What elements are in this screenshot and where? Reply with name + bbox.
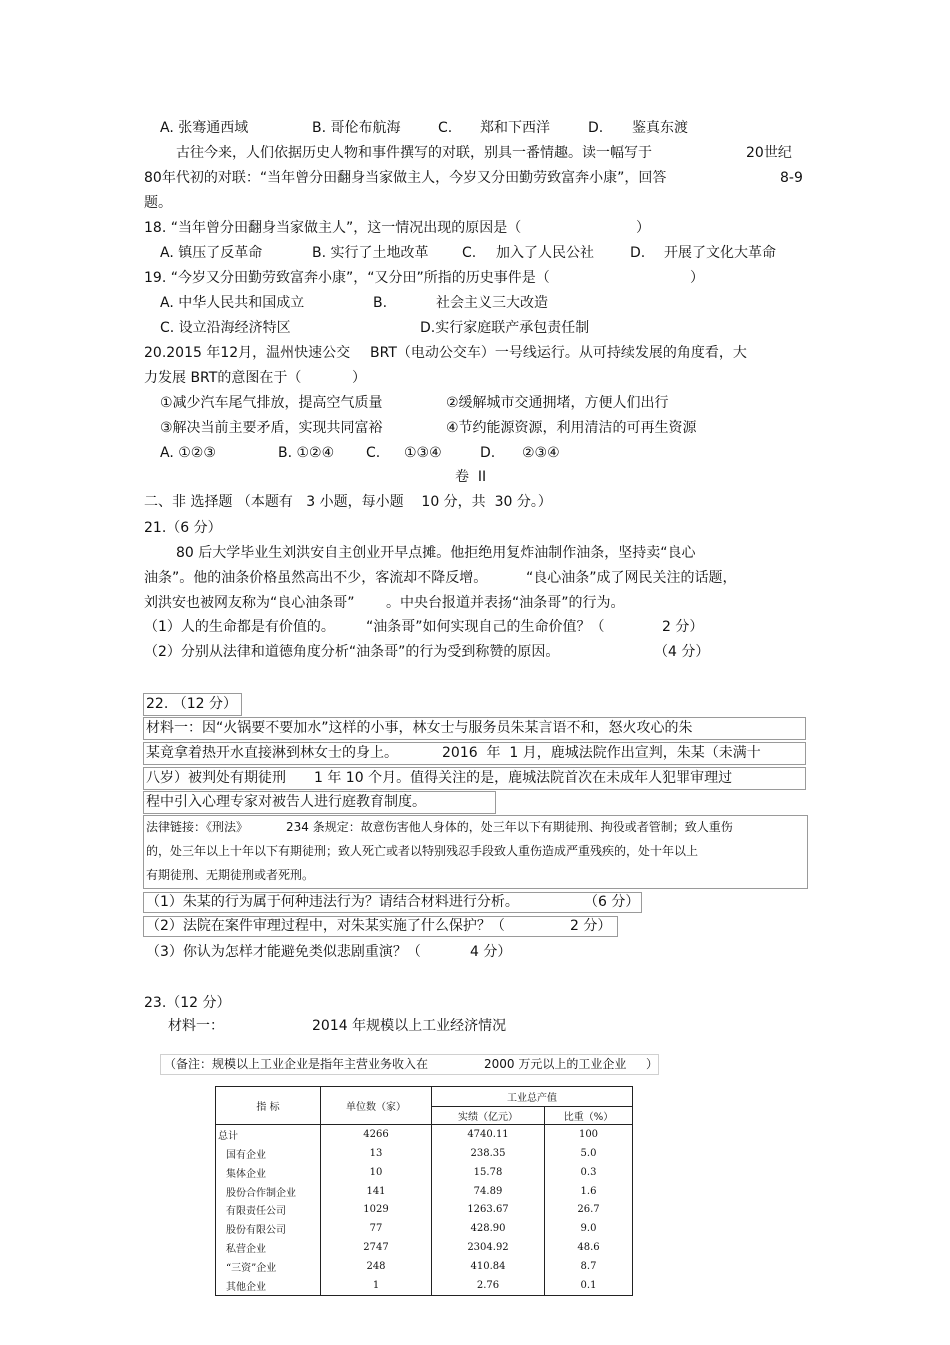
col-units: 单位数（家）	[321, 1087, 432, 1125]
q22-material-line-3-b: 1 年 10 个月。值得关注的是，鹿城法院首次在未成年人犯罪审理过	[314, 770, 733, 786]
table-row	[216, 1182, 633, 1201]
q22-law-line-3: 有期徒刑、无期徒刑或者死刑。	[146, 868, 315, 882]
row-units: 2747	[321, 1238, 432, 1257]
intro-line-2: 80年代初的对联：“当年曾分田翻身当家做主人，今岁又分田勤劳致富奔小康”，回答	[144, 170, 667, 186]
row-name: 其他企业	[216, 1276, 321, 1296]
q20-statement-2: ②缓解城市交通拥堵，方便人们出行	[446, 395, 669, 411]
q18-option-a: A. 镇压了反革命	[160, 245, 263, 261]
q23-material-label: 材料一：	[168, 1018, 224, 1034]
section-heading: 二、非 选择题 （本题有 3 小题，每小题 10 分，共 30 分。）	[144, 494, 552, 510]
row-name: 总计	[216, 1125, 321, 1144]
q21-para-line-2-b: “良心油条”成了网民关注的话题，	[526, 570, 737, 586]
table-row	[216, 1238, 633, 1257]
intro-line-2-end: 8-9	[780, 170, 803, 186]
row-name: 国有企业	[216, 1144, 321, 1163]
section-title: 卷 II	[455, 469, 487, 485]
q20-option-b: B. ①②④	[278, 445, 335, 461]
col-indicator: 指 标	[216, 1087, 321, 1125]
row-name: 集体企业	[216, 1163, 321, 1182]
q19-option-b-text: 社会主义三大改造	[436, 295, 548, 311]
q21-para-line-3: 刘洪安也被网友称为“良心油条哥”	[144, 595, 355, 611]
q22-law-line-1-b: 234 条规定：故意伤害他人身体的，处三年以下有期徒刑、拘役或者管制；致人重伤	[286, 820, 733, 834]
q21-question-1: （1）人的生命都是有价值的。	[144, 619, 335, 635]
q20-option-a: A. ①②③	[160, 445, 216, 461]
table-row	[216, 1257, 633, 1276]
row-units: 77	[321, 1219, 432, 1238]
q19-option-b-label: B.	[373, 295, 388, 311]
row-output: 4740.11	[432, 1125, 545, 1144]
q21-question-2-points: （4 分）	[654, 644, 710, 660]
col-output: 实绩（亿元）	[432, 1107, 545, 1125]
q22-material-line-2-b: 2016 年 1 月，鹿城法院作出宣判，朱某（未满十	[442, 745, 761, 761]
q21-para-line-2: 油条”。他的油条价格虽然高出不少，客流却不降反增。	[144, 570, 488, 586]
q20-option-c-text: ①③④	[404, 445, 442, 461]
table-row	[216, 1276, 633, 1296]
row-share: 5.0	[545, 1144, 633, 1163]
q17-option-c-text: 郑和下西洋	[480, 120, 550, 136]
q22-law-line-2: 的，处三年以上十年以下有期徒刑；致人死亡或者以特别残忍手段致人重伤造成严重残疾的，处十年以上	[146, 844, 699, 858]
row-name: 股份有限公司	[216, 1219, 321, 1238]
row-name: “三资”企业	[216, 1257, 321, 1276]
q20-option-c-label: C.	[366, 445, 381, 461]
q23-note-end: ）	[646, 1057, 659, 1071]
row-name: 有限责任公司	[216, 1201, 321, 1220]
q20-stem-1-b: BRT（电动公交车）一号线运行。从可持续发展的角度看，大	[370, 345, 747, 361]
row-units: 1	[321, 1276, 432, 1296]
row-output: 1263.67	[432, 1201, 545, 1220]
row-units: 10	[321, 1163, 432, 1182]
q19-option-c: C. 设立沿海经济特区	[160, 320, 291, 336]
q22-material-line-2: 某竟拿着热开水直接淋到林女士的身上。	[146, 745, 398, 761]
row-share: 26.7	[545, 1201, 633, 1220]
q23-table-title: 2014 年规模以上工业经济情况	[312, 1018, 507, 1034]
intro-line-3: 题。	[144, 195, 172, 211]
industry-stats-table	[215, 1086, 633, 1296]
q18-option-c-label: C.	[462, 245, 477, 261]
q22-question-3: （3）你认为怎样才能避免类似悲剧重演？（	[146, 944, 421, 960]
q22-material-line-1: 材料一：因“火锅要不要加水”这样的小事，林女士与服务员朱某言语不和，怒火攻心的朱	[146, 720, 693, 736]
q22-law-line-1: 法律链接：《刑法》	[146, 820, 249, 834]
row-output: 410.84	[432, 1257, 545, 1276]
q17-option-d-label: D.	[588, 120, 604, 136]
row-units: 248	[321, 1257, 432, 1276]
row-units: 4266	[321, 1125, 432, 1144]
row-output: 2304.92	[432, 1238, 545, 1257]
row-units: 1029	[321, 1201, 432, 1220]
row-output: 428.90	[432, 1219, 545, 1238]
row-share: 8.7	[545, 1257, 633, 1276]
q21-number: 21.（6 分）	[144, 520, 222, 536]
row-output: 74.89	[432, 1182, 545, 1201]
q17-option-a: A. 张骞通西域	[160, 120, 249, 136]
q20-statement-4: ④节约能源资源，利用清洁的可再生资源	[446, 420, 697, 436]
col-group-output: 工业总产值	[432, 1087, 633, 1107]
q21-para-line-1: 80 后大学毕业生刘洪安自主创业开早点摊。他拒绝用复炸油制作油条，坚持卖“良心	[176, 545, 696, 561]
intro-line-1: 古往今来，人们依据历史人物和事件撰写的对联，别具一番情趣。读一幅写于	[176, 145, 652, 161]
row-output: 2.76	[432, 1276, 545, 1296]
q17-option-d-text: 鉴真东渡	[632, 120, 688, 136]
q18-stem: 18. “当年曾分田翻身当家做主人”，这一情况出现的原因是（	[144, 220, 522, 236]
row-units: 13	[321, 1144, 432, 1163]
q22-material-line-4: 程中引入心理专家对被告人进行庭教育制度。	[146, 794, 426, 810]
row-output: 15.78	[432, 1163, 545, 1182]
q18-option-b: B. 实行了土地改革	[312, 245, 429, 261]
q19-option-a: A. 中华人民共和国成立	[160, 295, 305, 311]
q17-option-b: B. 哥伦布航海	[312, 120, 401, 136]
q22-question-3-points: 4 分）	[470, 944, 512, 960]
q19-stem: 19. “今岁又分田勤劳致富奔小康”，“又分田”所指的历史事件是（	[144, 270, 550, 286]
q22-question-2: （2）法院在案件审理过程中，对朱某实施了什么保护？（	[146, 918, 505, 934]
q20-option-d-label: D.	[480, 445, 496, 461]
q18-option-d-label: D.	[630, 245, 646, 261]
col-share: 比重（%）	[545, 1107, 633, 1125]
row-share: 9.0	[545, 1219, 633, 1238]
q20-stem-1: 20.2015 年12月，温州快速公交	[144, 345, 351, 361]
q19-stem-end: ）	[690, 270, 704, 286]
intro-line-1-end: 20世纪	[746, 145, 792, 161]
q23-note: （备注：规模以上工业企业是指年主营业务收入在	[164, 1057, 429, 1071]
q21-question-1-points: 2 分）	[662, 619, 704, 635]
q20-stem-2-end: ）	[352, 370, 366, 386]
table-row	[216, 1163, 633, 1182]
q18-option-c-text: 加入了人民公社	[496, 245, 594, 261]
row-share: 1.6	[545, 1182, 633, 1201]
q22-material-line-3: 八岁）被判处有期徒刑	[146, 770, 286, 786]
row-share: 0.3	[545, 1163, 633, 1182]
q23-note-b: 2000 万元以上的工业企业	[484, 1057, 627, 1071]
q20-stem-2: 力发展 BRT的意图在于（	[144, 370, 302, 386]
row-name: 股份合作制企业	[216, 1182, 321, 1201]
q21-question-1-b: “油条哥”如何实现自己的生命价值？（	[366, 619, 605, 635]
row-units: 141	[321, 1182, 432, 1201]
row-share: 48.6	[545, 1238, 633, 1257]
q22-question-1-points: （6 分）	[584, 894, 640, 910]
q22-question-2-points: 2 分）	[570, 918, 612, 934]
table-row	[216, 1201, 633, 1220]
q23-number: 23.（12 分）	[144, 995, 231, 1011]
row-output: 238.35	[432, 1144, 545, 1163]
q20-statement-3: ③解决当前主要矛盾，实现共同富裕	[160, 420, 383, 436]
q22-question-1: （1）朱某的行为属于何种违法行为？请结合材料进行分析。	[146, 894, 519, 910]
q21-para-line-3-b: 。中央台报道并表扬“油条哥”的行为。	[386, 595, 625, 611]
row-share: 100	[545, 1125, 633, 1144]
q21-question-2: （2）分别从法律和道德角度分析“油条哥”的行为受到称赞的原因。	[144, 644, 560, 660]
q17-option-c-label: C.	[438, 120, 453, 136]
q18-stem-end: ）	[636, 220, 650, 236]
row-share: 0.1	[545, 1276, 633, 1296]
table-row	[216, 1144, 633, 1163]
q19-option-d: D.实行家庭联产承包责任制	[420, 320, 590, 336]
row-name: 私营企业	[216, 1238, 321, 1257]
q20-option-d-text: ②③④	[522, 445, 560, 461]
q22-number: 22. （12 分）	[146, 696, 237, 712]
table-row	[216, 1219, 633, 1238]
q18-option-d-text: 开展了文化大革命	[664, 245, 776, 261]
table-row	[216, 1125, 633, 1144]
q20-statement-1: ①减少汽车尾气排放，提高空气质量	[160, 395, 383, 411]
